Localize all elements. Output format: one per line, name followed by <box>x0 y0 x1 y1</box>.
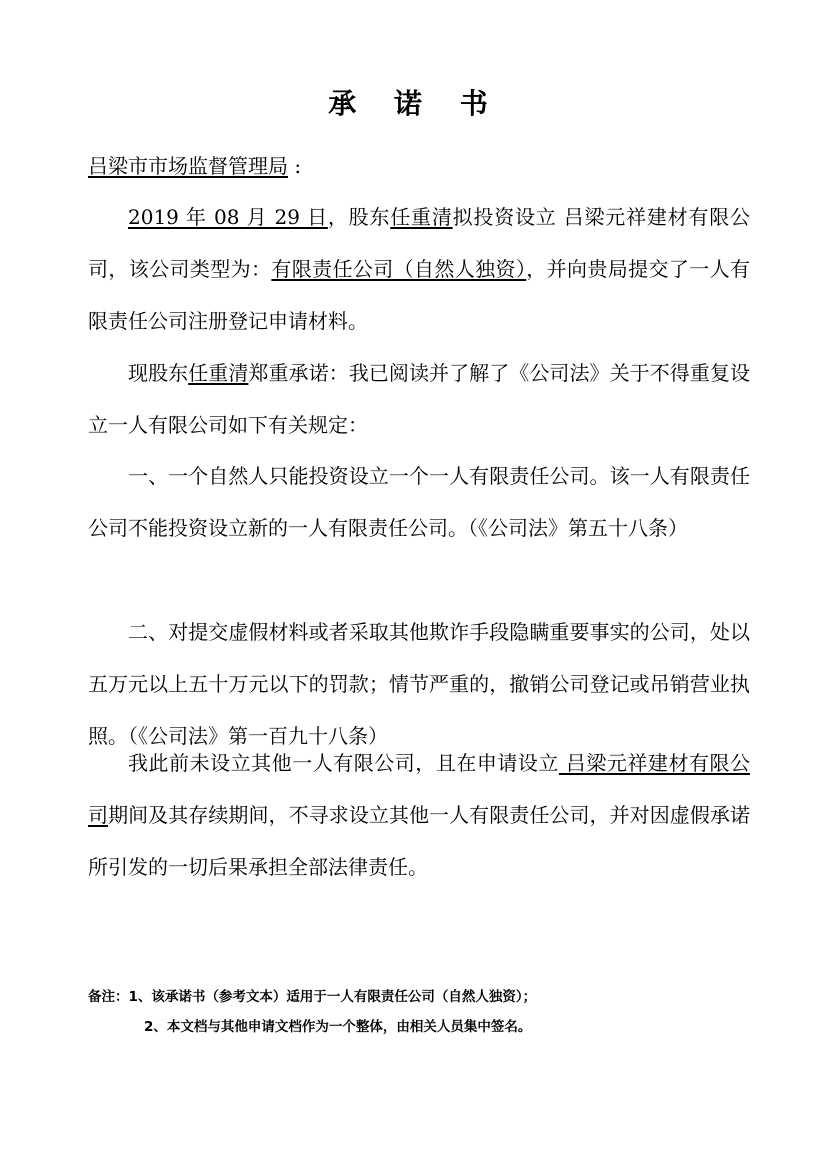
text-segment: ，该公司类型为： <box>108 257 272 281</box>
text-segment: 我此前未设立其他一人有限公司，且在申请设立 <box>128 751 559 775</box>
shareholder-name: 任重清 <box>390 205 453 229</box>
paragraph-pledge <box>88 347 750 451</box>
text-segment: 现股东 <box>128 361 189 385</box>
paragraph-declaration <box>88 737 750 893</box>
text-segment: ，股东 <box>327 205 391 229</box>
paragraph-rule-one <box>88 450 750 554</box>
note-two: 2、本文档与其他申请文档作为一个整体，由相关人员集中签名。 <box>144 1019 532 1035</box>
text-segment: ，并向贵局提交了一人有限责任公司注册登记申请材料。 <box>88 257 750 333</box>
rule-one-text: 一、一个自然人只能投资设立一个一人有限责任公司。该一人有限责任公司不能投资设立新的一人有限责任公司。（《公司法》第五十八条） <box>88 464 750 540</box>
recipient-suffix: : <box>288 154 302 178</box>
company-name-declaration: 吕梁元祥建材有限公司 <box>88 751 751 827</box>
text-segment: 郑重承诺：我已阅读并了解了《公司法》关于不得重复设立一人有限公司如下有关规定： <box>88 361 751 437</box>
notes-section <box>88 982 768 1042</box>
document-title: 承 诺 书 <box>328 87 502 120</box>
recipient-line <box>88 140 750 192</box>
shareholder-name-pledge: 任重清 <box>188 361 249 385</box>
text-segment: 拟投资设立 <box>452 205 557 229</box>
application-date: 2019 年 08 月 29 日 <box>128 205 328 229</box>
paragraph-application <box>88 191 750 347</box>
recipient-name: 吕梁市市场监督管理局 <box>88 154 288 178</box>
company-name: 吕梁元祥建材有限公司 <box>88 205 751 281</box>
rule-two-text: 二、对提交虚假材料或者采取其他欺诈手段隐瞒重要事实的公司，处以五万元以上五十万元以下的罚款；情节严重的，撤销公司登记或吊销营业执照。（《公司法》第一百九十八条） <box>88 620 750 748</box>
text-segment: 期间及其存续期间，不寻求设立其他一人有限责任公司，并对因虚假承诺所引发的一切后果承担全部法律责任。 <box>88 803 750 879</box>
note-one: 备注：1、该承诺书（参考文本）适用于一人有限责任公司（自然人独资）； <box>88 989 537 1005</box>
company-type: 有限责任公司（自然人独资） <box>271 257 527 281</box>
